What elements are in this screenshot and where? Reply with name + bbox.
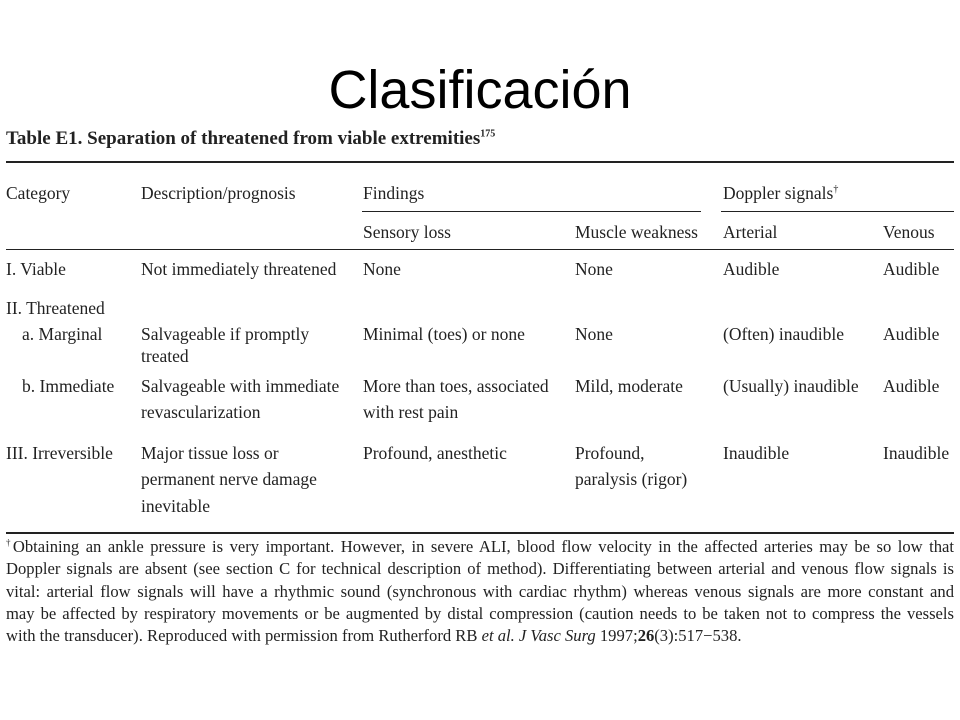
footnote-citation-start: with the transducer). Reproduced with permission from Rutherford RB xyxy=(6,626,482,646)
row-irreversible-muscle-line2: paralysis (rigor) xyxy=(575,469,688,489)
row-marginal-description-line2: treated xyxy=(141,346,189,366)
row-viable-venous: Audible xyxy=(883,259,940,279)
table-bottom-rule xyxy=(6,532,954,534)
header-doppler-signals xyxy=(723,182,838,204)
row-immediate-description-line1: Salvageable with immediate xyxy=(141,376,340,396)
row-irreversible-muscle-line1: Profound, xyxy=(575,443,645,463)
table-caption xyxy=(6,127,495,151)
row-viable-description: Not immediately threatened xyxy=(141,259,337,279)
footnote-dagger-mark: † xyxy=(6,537,13,548)
row-marginal-sensory: Minimal (toes) or none xyxy=(363,324,525,344)
header-sensory-loss: Sensory loss xyxy=(363,222,451,242)
row-viable-sensory: None xyxy=(363,259,401,279)
row-threatened-category: II. Threatened xyxy=(6,298,105,318)
row-marginal-venous: Audible xyxy=(883,324,940,344)
table-footnote xyxy=(6,536,954,647)
row-immediate-sensory-line1: More than toes, associated xyxy=(363,376,549,396)
header-findings: Findings xyxy=(363,183,425,203)
doppler-underline xyxy=(721,211,954,212)
header-bottom-rule xyxy=(6,249,954,250)
footnote-line xyxy=(6,625,954,647)
footnote-line: vital: arterial flow signals will have a rhythmic sound (synchronous with cardiac rhythm) whereas venous signals are more constant and xyxy=(6,581,954,601)
row-immediate-category: b. Immediate xyxy=(22,376,115,396)
row-viable-muscle: None xyxy=(575,259,613,279)
footnote-citation-end: (3):517−538. xyxy=(654,626,742,646)
row-viable-arterial: Audible xyxy=(723,259,780,279)
row-irreversible-venous: Inaudible xyxy=(883,443,950,463)
table-caption-text: Table E1. Separation of threatened from viable extremities xyxy=(6,128,481,149)
header-muscle-weakness: Muscle weakness xyxy=(575,222,698,242)
header-venous: Venous xyxy=(883,222,935,242)
footnote-citation-volume: 26 xyxy=(637,626,655,646)
footnote-citation-year: 1997; xyxy=(595,626,638,646)
row-immediate-muscle: Mild, moderate xyxy=(575,376,683,396)
footnote-line: may be affected by respiratory movements or be augmented by distal compression (caution needs to be taken not to compress the vessels xyxy=(6,603,954,623)
row-marginal-category: a. Marginal xyxy=(22,324,103,344)
row-irreversible-sensory: Profound, anesthetic xyxy=(363,443,507,463)
row-irreversible-description-line1: Major tissue loss or xyxy=(141,443,279,463)
row-irreversible-description-line2: permanent nerve damage xyxy=(141,469,317,489)
row-marginal-arterial: (Often) inaudible xyxy=(723,324,844,344)
findings-underline xyxy=(362,211,701,212)
header-category: Category xyxy=(6,183,71,203)
row-immediate-sensory-line2: with rest pain xyxy=(363,402,459,422)
table-figure xyxy=(6,127,954,675)
row-immediate-arterial: (Usually) inaudible xyxy=(723,376,859,396)
footnote-line xyxy=(6,536,954,558)
table-top-rule xyxy=(6,161,954,163)
row-viable-category: I. Viable xyxy=(6,259,66,279)
header-description: Description/prognosis xyxy=(141,183,296,203)
dagger-mark: † xyxy=(833,184,839,196)
row-irreversible-category: III. Irreversible xyxy=(6,443,113,463)
header-doppler-label: Doppler signals xyxy=(723,183,834,203)
header-arterial: Arterial xyxy=(723,222,778,242)
row-marginal-description-line1: Salvageable if promptly xyxy=(141,324,310,344)
row-irreversible-arterial: Inaudible xyxy=(723,443,790,463)
row-marginal-muscle: None xyxy=(575,324,613,344)
slide-title: Clasificación xyxy=(328,60,632,120)
row-immediate-description-line2: revascularization xyxy=(141,402,261,422)
row-irreversible-description-line3: inevitable xyxy=(141,496,211,516)
row-immediate-venous: Audible xyxy=(883,376,940,396)
footnote-line: Doppler signals are absent (see section C for technical description of method). Differentiating between arterial and venous flow signals is xyxy=(6,559,954,579)
footnote-citation-etal: et al. J Vasc Surg xyxy=(481,626,596,646)
footnote-line-text: Obtaining an ankle pressure is very important. However, in severe ALI, blood flow velocity in the affected arteries may be so low that xyxy=(12,537,955,556)
table-caption-reference: 175 xyxy=(480,128,496,140)
